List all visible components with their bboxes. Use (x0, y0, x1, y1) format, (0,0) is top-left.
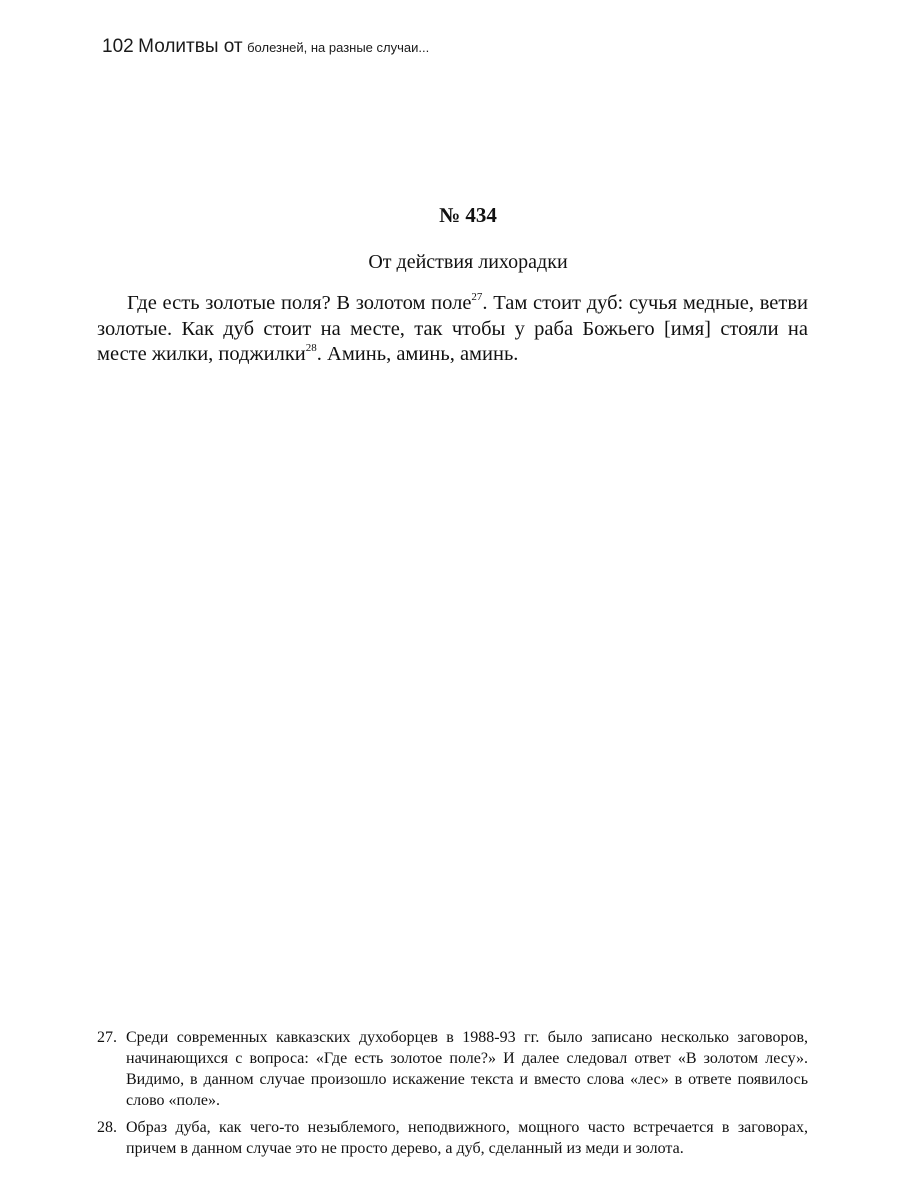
footnote-number: 28. (97, 1119, 117, 1136)
entry-text-part-2: . Там стоит дуб: сучья медные, ветви золотые. Как дуб стоит на месте, так чтобы у раба Божьего [имя] стояли на месте жилки, поджилки (97, 292, 808, 365)
entry-number: № 434 (439, 203, 497, 227)
footnote-text: Среди современных кавказских духоборцев в 1988-93 гг. было записано несколько заговоров, начинающихся с вопроса: «Где есть золотое поле?» И далее следовал ответ «В золотом лесу». Видимо, в данном случае произошло искажение текста и вместо слова «лес» в ответе появилось слово «поле». (126, 1029, 808, 1109)
footnote-27 (97, 1027, 808, 1111)
footnote-ref-28[interactable]: 28 (305, 342, 317, 354)
footnote-ref-27[interactable]: 27 (471, 291, 483, 303)
footnote-number: 27. (97, 1029, 117, 1046)
footnote-text: Образ дуба, как чего-то незыблемого, неподвижного, мощного часто встречается в заговорах, причем в данном случае это не просто дерево, а дуб, сделанный из меди и золота. (126, 1119, 808, 1157)
footnotes (97, 1027, 808, 1165)
entry-text (97, 291, 808, 368)
entry-title: От действия лихорадки (368, 251, 568, 273)
entry-text-part-3: . Аминь, аминь, аминь. (316, 343, 519, 365)
page-number: 102 (102, 36, 134, 57)
footnote-28 (97, 1117, 808, 1159)
header-title-main: Молитвы от (138, 36, 243, 57)
header-title-rest: болезней, на разные случаи... (247, 40, 430, 55)
running-header (102, 36, 429, 58)
entry-text-part-1: Где есть золотые поля? В золотом поле (127, 292, 472, 314)
